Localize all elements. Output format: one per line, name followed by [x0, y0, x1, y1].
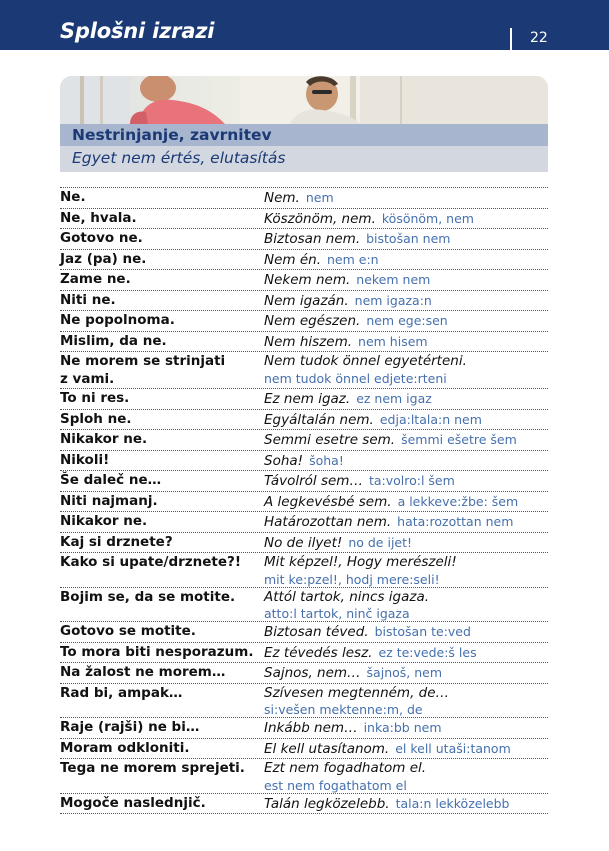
hungarian-translation — [264, 250, 548, 270]
hungarian-translation — [264, 311, 548, 331]
hungarian-text: Inkább nem… — [264, 720, 358, 736]
pronunciation: nekem nem — [356, 272, 431, 287]
phrase-row — [60, 352, 548, 389]
header-divider — [510, 28, 512, 50]
hungarian-text: Szívesen megtenném, de… — [264, 684, 450, 701]
hungarian-text: Soha! — [264, 452, 304, 469]
phrase-row — [60, 250, 548, 271]
hungarian-text: Nekem nem. — [264, 272, 351, 288]
hungarian-text: Határozottan nem. — [264, 514, 392, 530]
hungarian-translation — [264, 739, 548, 759]
slovenian-phrase — [60, 718, 264, 738]
slovenian-text: Še daleč ne… — [60, 472, 162, 488]
slovenian-text: Zame ne. — [60, 271, 131, 287]
hungarian-translation — [264, 270, 548, 290]
hungarian-translation — [264, 794, 548, 814]
hungarian-translation — [264, 718, 548, 738]
hungarian-text: Egyáltalán nem. — [264, 411, 374, 428]
phrase-row — [60, 794, 548, 815]
hungarian-translation — [264, 759, 548, 793]
hungarian-translation — [264, 229, 548, 249]
pronunciation: el kell utaši:tanom — [395, 740, 511, 756]
slovenian-phrase — [60, 188, 264, 208]
hungarian-translation — [264, 430, 548, 450]
slovenian-phrase — [60, 643, 264, 663]
hungarian-text: Mit képzel!, Hogy merészeli! — [264, 554, 457, 570]
hungarian-translation — [264, 291, 548, 311]
hungarian-translation — [264, 451, 548, 471]
phrase-row — [60, 451, 548, 472]
slovenian-phrase — [60, 739, 264, 759]
slovenian-text: Ne morem se strinjati — [60, 353, 226, 369]
pronunciation: atto:l tartok, ninč igaza — [264, 606, 410, 621]
slovenian-phrase — [60, 209, 264, 229]
slovenian-phrase — [60, 291, 264, 311]
slovenian-phrase — [60, 663, 264, 683]
slovenian-phrase — [60, 332, 264, 352]
pronunciation: šajnoš, nem — [366, 665, 443, 680]
pronunciation: nem ege:sen — [366, 313, 448, 328]
slovenian-text: Niti najmanj. — [60, 492, 158, 509]
pronunciation: šoha! — [309, 452, 344, 468]
phrase-row — [60, 663, 548, 684]
section-title: Nestrinjanje, zavrnitev — [72, 126, 272, 144]
hungarian-translation — [264, 188, 548, 208]
slovenian-text: Nikoli! — [60, 451, 110, 468]
phrase-row — [60, 759, 548, 794]
section-subheading — [60, 146, 548, 172]
hungarian-text: Semmi esetre sem. — [264, 432, 396, 448]
slovenian-text: Rad bi, ampak… — [60, 684, 183, 701]
phrase-list — [60, 187, 548, 814]
phrase-row — [60, 389, 548, 410]
phrase-row — [60, 512, 548, 533]
slovenian-text: Niti ne. — [60, 291, 116, 308]
phrase-row — [60, 332, 548, 353]
pronunciation: kösönöm, nem — [381, 210, 474, 226]
hungarian-translation — [264, 553, 548, 587]
pronunciation: šemmi ešetre šem — [401, 432, 517, 447]
hungarian-translation — [264, 389, 548, 409]
hungarian-translation — [264, 533, 548, 553]
slovenian-phrase — [60, 410, 264, 430]
hungarian-text: Ez nem igaz. — [264, 391, 351, 407]
pronunciation: bistošan nem — [366, 231, 451, 246]
slovenian-phrase — [60, 512, 264, 532]
phrase-row — [60, 188, 548, 209]
slovenian-text: Mislim, da ne. — [60, 332, 167, 349]
pronunciation: no de ijet! — [348, 534, 413, 550]
hungarian-text: Nem igazán. — [264, 292, 349, 309]
hungarian-text: A legkevésbé sem. — [264, 493, 392, 510]
hungarian-translation — [264, 492, 548, 512]
hungarian-translation — [264, 209, 548, 229]
hungarian-translation — [264, 352, 548, 388]
page-number: 22 — [530, 30, 548, 46]
slovenian-text-continued: z vami. — [60, 370, 115, 387]
section-photo — [60, 76, 548, 124]
slovenian-text: Ne, hvala. — [60, 209, 137, 226]
header-bar — [0, 0, 609, 50]
phrase-row — [60, 270, 548, 291]
phrase-row — [60, 291, 548, 312]
slovenian-text: Gotovo se motite. — [60, 623, 196, 639]
hungarian-translation — [264, 332, 548, 352]
pronunciation: mit ke:pzel!, hodj mere:seli! — [264, 571, 440, 587]
hungarian-text: Nem egészen. — [264, 313, 361, 329]
slovenian-phrase — [60, 352, 264, 388]
slovenian-text: Tega ne morem sprejeti. — [60, 760, 245, 776]
hungarian-translation — [264, 410, 548, 430]
hungarian-translation — [264, 512, 548, 532]
pronunciation: bistošan te:ved — [374, 624, 471, 639]
hungarian-translation — [264, 684, 548, 718]
phrase-row — [60, 588, 548, 623]
phrase-row — [60, 739, 548, 760]
section-subtitle: Egyet nem értés, elutasítás — [72, 149, 286, 167]
hungarian-text: Ezt nem fogadhatom el. — [264, 760, 427, 776]
hungarian-translation — [264, 622, 548, 642]
slovenian-phrase — [60, 533, 264, 553]
slovenian-text: Nikakor ne. — [60, 431, 148, 447]
phrase-row — [60, 718, 548, 739]
pronunciation: nem — [305, 190, 334, 205]
hungarian-text: El kell utasítanom. — [264, 740, 390, 757]
slovenian-phrase — [60, 270, 264, 290]
phrase-row — [60, 471, 548, 492]
pronunciation: si:vešen mektenne:m, de — [264, 702, 423, 717]
slovenian-text: Moram odkloniti. — [60, 739, 190, 756]
slovenian-text: Ne popolnoma. — [60, 312, 175, 328]
slovenian-text: Gotovo ne. — [60, 230, 143, 246]
slovenian-text: Sploh ne. — [60, 410, 132, 427]
phrase-row — [60, 229, 548, 250]
phrase-row — [60, 492, 548, 513]
slovenian-text: Jaz (pa) ne. — [60, 250, 147, 267]
pronunciation: ez te:vede:š les — [378, 644, 477, 660]
slovenian-phrase — [60, 622, 264, 642]
slovenian-text: Ne. — [60, 189, 86, 205]
hungarian-text: Talán legközelebb. — [264, 795, 390, 812]
hungarian-text: Nem hiszem. — [264, 333, 353, 350]
pronunciation: inka:bb nem — [363, 720, 442, 735]
hungarian-translation — [264, 643, 548, 663]
hungarian-text: Nem tudok önnel egyetérteni. — [264, 353, 467, 369]
slovenian-phrase — [60, 451, 264, 471]
pronunciation: ez nem igaz — [356, 391, 432, 406]
pronunciation: nem igaza:n — [354, 292, 432, 308]
phrase-row — [60, 553, 548, 588]
hungarian-text: Ez tévedés lesz. — [264, 644, 373, 661]
hungarian-text: Távolról sem… — [264, 473, 363, 489]
hungarian-text: No de ilyet! — [264, 534, 343, 551]
slovenian-phrase — [60, 311, 264, 331]
slovenian-phrase — [60, 229, 264, 249]
slovenian-text: Mogoče naslednjič. — [60, 794, 206, 811]
hungarian-translation — [264, 588, 548, 622]
pronunciation: nem e:n — [327, 251, 379, 267]
slovenian-text: Nikakor ne. — [60, 513, 148, 529]
pronunciation: est nem fogathatom el — [264, 777, 407, 793]
slovenian-phrase — [60, 250, 264, 270]
slovenian-phrase — [60, 492, 264, 512]
phrase-row — [60, 643, 548, 664]
slovenian-phrase — [60, 759, 264, 793]
hungarian-text: Nem én. — [264, 251, 321, 268]
slovenian-phrase — [60, 389, 264, 409]
phrase-row — [60, 684, 548, 719]
phrase-row — [60, 622, 548, 643]
slovenian-phrase — [60, 588, 264, 622]
slovenian-phrase — [60, 430, 264, 450]
chapter-title: Splošni izrazi — [60, 19, 215, 43]
slovenian-text: Raje (rajši) ne bi… — [60, 719, 200, 735]
hungarian-text: Attól tartok, nincs igaza. — [264, 588, 430, 605]
phrase-row — [60, 410, 548, 431]
pronunciation: edja:ltala:n nem — [379, 411, 482, 427]
phrase-row — [60, 311, 548, 332]
hungarian-text: Sajnos, nem… — [264, 665, 361, 681]
hungarian-translation — [264, 663, 548, 683]
hungarian-text: Biztosan nem. — [264, 231, 361, 247]
phrase-row — [60, 533, 548, 554]
hungarian-text: Köszönöm, nem. — [264, 210, 376, 227]
slovenian-phrase — [60, 553, 264, 587]
pronunciation: a lekkeve:žbe: šem — [397, 493, 519, 509]
photo-illustration — [60, 76, 548, 124]
pronunciation: nem tudok önnel edjete:rteni — [264, 370, 447, 386]
hungarian-text: Nem. — [264, 190, 300, 206]
slovenian-text: Na žalost ne morem… — [60, 664, 226, 680]
slovenian-phrase — [60, 471, 264, 491]
pronunciation: tala:n lekközelebb — [395, 795, 510, 811]
phrase-row — [60, 209, 548, 230]
hungarian-text: Biztosan téved. — [264, 624, 369, 640]
slovenian-text: Kaj si drznete? — [60, 533, 173, 550]
slovenian-text: Kako si upate/drznete?! — [60, 554, 241, 570]
phrase-row — [60, 430, 548, 451]
pronunciation: nem hisem — [358, 333, 428, 349]
slovenian-phrase — [60, 794, 264, 814]
slovenian-text: To mora biti nesporazum. — [60, 643, 254, 660]
slovenian-phrase — [60, 684, 264, 718]
slovenian-text: To ni res. — [60, 390, 130, 406]
section-heading — [60, 124, 548, 146]
pronunciation: hata:rozottan nem — [397, 514, 514, 529]
pronunciation: ta:volro:l šem — [368, 473, 455, 488]
hungarian-translation — [264, 471, 548, 491]
slovenian-text: Bojim se, da se motite. — [60, 588, 236, 605]
